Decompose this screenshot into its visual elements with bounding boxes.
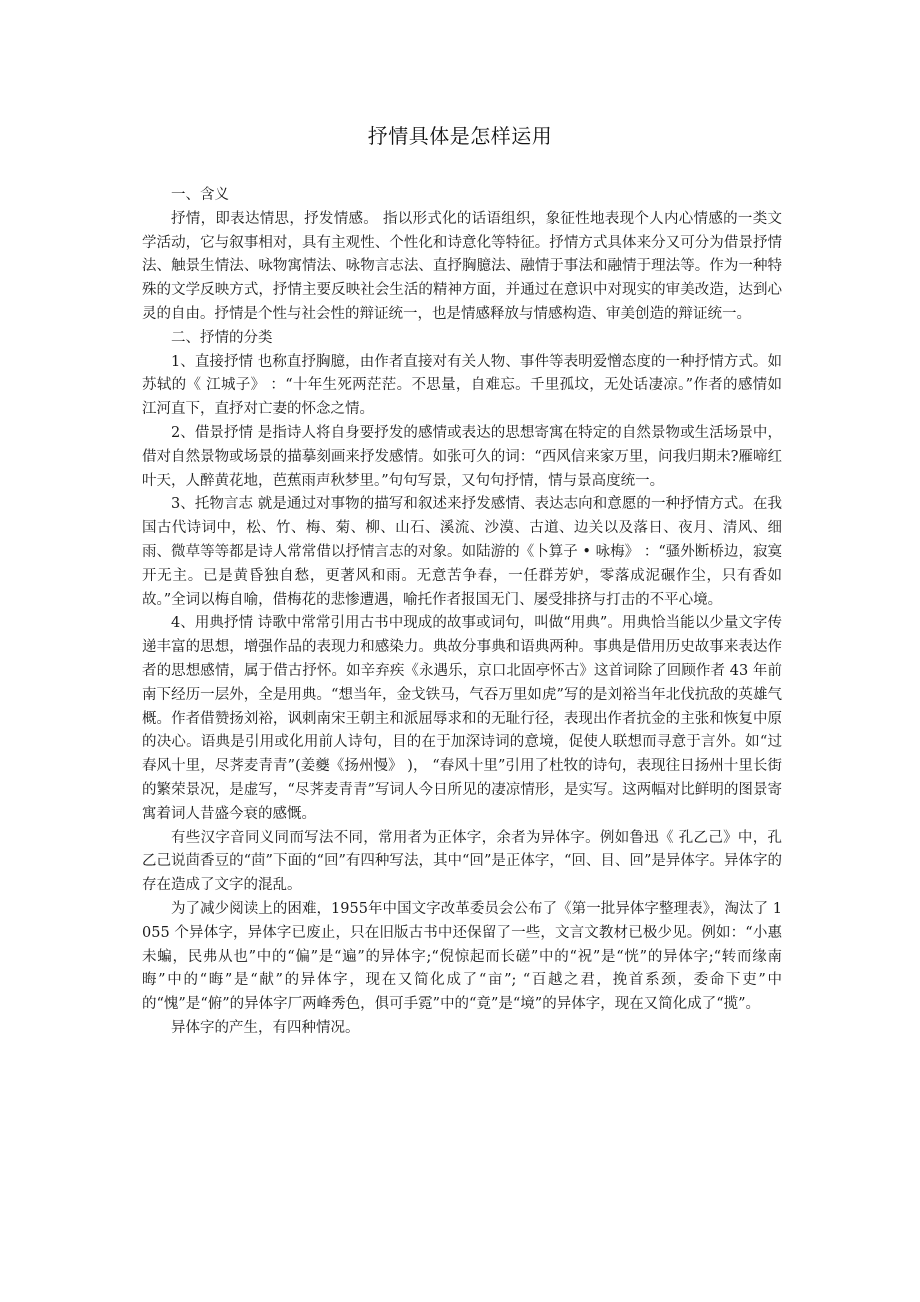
section-heading-classification: 二、抒情的分类 [171,329,273,346]
paragraph-variant-characters: 有些汉字音同义同而写法不同，常用者为正体字，余者为异体字。例如鲁迅《 孔乙己》中，孔乙己说茴香豆的“茴”下面的“回”有四种写法，其中“回”是正体字，“回、目、回”是异体字。异体字的存在造成了文字的混乱。 [142,829,782,894]
paragraph-direct-lyric: 1、直接抒情 也称直抒胸臆，由作者直接对有关人物、事件等表明爱憎态度的一种抒情方式。如苏轼的《 江城子》 ：“十年生死两茫茫。不思量，自难忘。千里孤坟，无处话凄凉。”作者的感情如江河直下，直抒对亡妻的怀念之情。 [142,353,782,418]
section-heading-meaning: 一、含义 [171,187,229,203]
paragraph-scene-lyric: 2、借景抒情 是指诗人将自身要抒发的感情或表达的思想寄寓在特定的自然景物或生活场景中，借对自然景物或场景的描摹刻画来抒发感情。如张可久的词：“西风信来家万里，问我归期未?雁啼红叶天，人醉黄花地，芭蕉雨声秋梦里。”句句写景，又句句抒情，情与景高度统一。 [142,424,782,489]
paragraph-variant-reform: 为了减少阅读上的困难，1955年中国文字改革委员会公布了《第一批异体字整理表》，淘汰了 1 055 个异体字，异体字已废止，只在旧版古书中还保留了一些，文言文教材已极少见。例如：“小惠未蝙，民弗从也”中的“偏”是“遍”的异体字;“倪惊起而长磋”中的“祝”是“恍”的异体字;“转而缘南晦”中的“晦”是“献”的异体字，现在又简化成了“亩”; “百越之君，挽首系颈，委命下吏”中的“愧”是“俯”的异体字厂两峰秀色，俱可手霓”中的“竟”是“境”的异体字，现在又简化成了“揽”。 [142,900,782,1013]
document-title: 抒情具体是怎样运用 [367,124,553,148]
paragraph-allusion-lyric: 4、用典抒情 诗歌中常常引用古书中现成的故事或词句，叫做“用典”。用典恰当能以少量文字传递丰富的思想，增强作品的表现力和感染力。典故分事典和语典两种。事典是借用历史故事来表达作者的思想感情，属于借古抒怀。如辛弃疾《永遇乐，京口北固亭怀古》这首词除了回顾作者 43 年前南下经历一层外，全是用典。“想当年，金戈铁马，气吞万里如虎”写的是刘裕当年北伐抗敌的英雄气概。作者借赞扬刘裕，讽刺南宋王朝主和派屈辱求和的无耻行径，表现出作者抗金的主张和恢复中原的决心。语典是引用或化用前人诗句，目的在于加深诗词的意境，促使人联想而寻意于言外。如“过春风十里，尽荠麦青青”(姜夔《扬州慢》 )， “春风十里”引用了杜牧的诗句，表现往日扬州十里长街的繁荣景况，是虚写，“尽荠麦青青”写词人今日所见的凄凉情形，是实写。这两幅对比鲜明的图景寄寓着词人昔盛今衰的感慨。 [142,615,782,822]
paragraph-variant-origins: 异体字的产生，有四种情况。 [171,1019,360,1036]
paragraph-object-aspiration: 3、托物言志 就是通过对事物的描写和叙述来抒发感情、表达志向和意愿的一种抒情方式。在我国古代诗词中，松、竹、梅、菊、柳、山石、溪流、沙漠、古道、边关以及落日、夜月、清风、细雨、微草等等都是诗人常常借以抒情言志的对象。如陆游的《卜算子 • 咏梅》 ：“骚外断桥边，寂寞开无主。已是黄昏独自愁，更著风和雨。无意苦争春，一任群芳妒，零落成泥碾作尘，只有香如故。”全词以梅自喻，借梅花的悲惨遭遇，喻托作者报国无门、屡受排挤与打击的不平心境。 [142,496,782,608]
document-body [142,184,782,1041]
paragraph-definition: 抒情，即表达情思，抒发情感。 指以形式化的话语组织，象征性地表现个人内心情感的一类文学活动，它与叙事相对，具有主观性、个性化和诗意化等特征。抒情方式具体来分又可分为借景抒情法、触景生情法、咏物寓情法、咏物言志法、直抒胸臆法、融情于事法和融情于理法等。作为一种特殊的文学反映方式，抒情主要反映社会生活的精神方面，并通过在意识中对现实的审美改造，达到心灵的自由。抒情是个性与社会性的辩证统一，也是情感释放与情感构造、审美创造的辩证统一。 [142,210,782,322]
